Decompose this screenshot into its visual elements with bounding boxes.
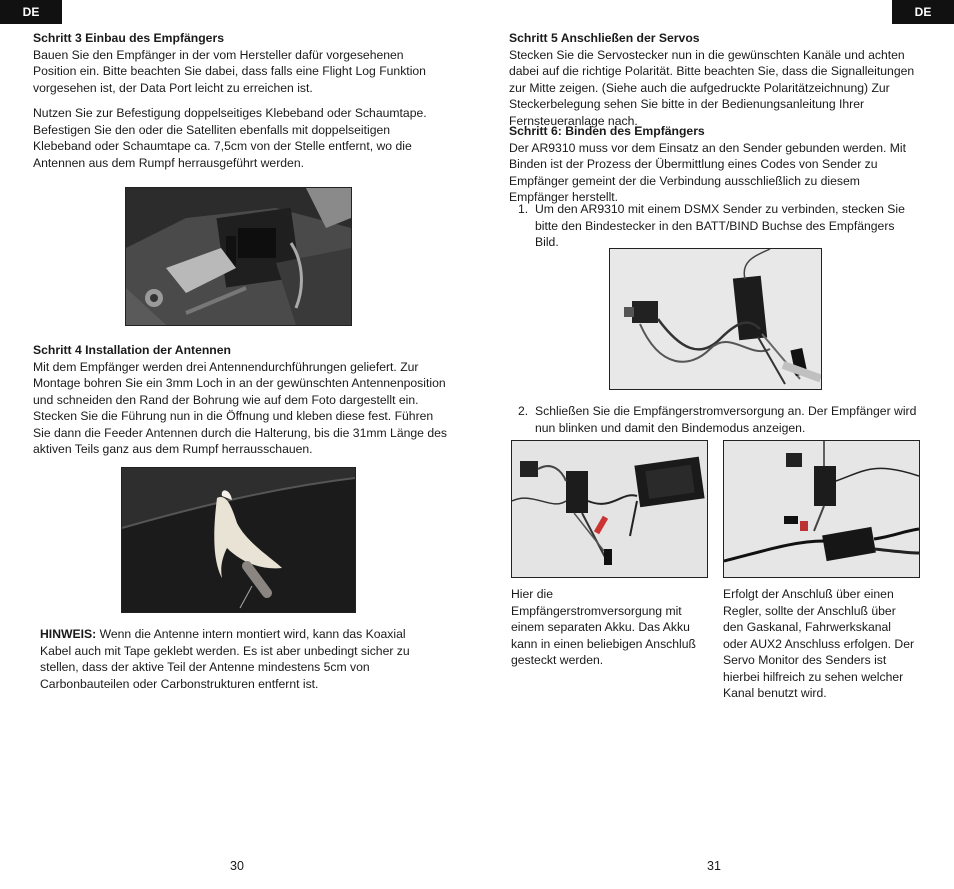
antenna-mount-photo [121,467,356,613]
step-3-heading: Schritt 3 Einbau des Empfängers [33,31,224,45]
bind-step-2 [518,403,921,437]
language-tab-left: DE [0,0,62,24]
page-number-right: 31 [707,859,721,873]
note-block [40,626,430,692]
note-text: Wenn die Antenne intern montiert wird, kann das Koaxial Kabel auch mit Tape geklebt werden. Es ist aber unbedingt sicher zu stellen, dass der aktive Teil der Antenne mindestens 5cm von Carbonbauteilen oder Carbonstrukturen entfernt ist. [40,627,410,691]
step-4-paragraph: Mit dem Empfänger werden drei Antennendurchführungen geliefert. Zur Montage bohren Sie ein 3mm Loch in an der gewünschten Antennenposition und schneiden den Rand der Bohrung wie auf dem Foto dargestellt ein. Stecken Sie die Führung nun in die Öffnung und kleben diese fest. Führen Sie dann die Feeder Antennen durch die Halterung, bis die 31mm Länge des aktiven Teils ganz aus dem Rumpf herrausschauen. [33,359,447,456]
bind-step-1-number: 1. [518,202,529,216]
bind-step-1 [518,201,921,249]
step-4-heading: Schritt 4 Installation der Antennen [33,343,231,357]
section-step-3 [33,30,449,171]
step-6-heading: Schritt 6: Binden des Empfängers [509,124,705,138]
section-step-4 [33,342,449,458]
bind-step-1-text: Um den AR9310 mit einem DSMX Sender zu verbinden, stecken Sie bitte den Bindestecker in den BATT/BIND Buchse des Empfängers Bild. [535,202,905,249]
bind-step-2-number: 2. [518,404,529,418]
page-number-left: 30 [230,859,244,873]
caption-battery: Hier die Empfängerstromversorgung mit einem separaten Akku. Das Akku kann in einen beliebigen Anschluß gesteckt werden. [511,587,696,667]
bind-plug-photo [609,248,822,390]
battery-power-photo [511,440,708,578]
esc-power-photo [723,440,920,578]
receiver-installation-photo [125,187,352,326]
section-step-6 [509,123,921,206]
section-step-5 [509,30,921,129]
step-3-paragraph-2: Nutzen Sie zur Befestigung doppelseitiges Klebeband oder Schaumtape. Befestigen Sie den oder die Satelliten ebenfalls mit doppelseitigen Klebeband oder Schaumtape ca. 7,5cm von der Stelle entfernt, wo die Antennen aus dem Rumpf herrausgeführt werden. [33,106,427,170]
language-tab-right: DE [892,0,954,24]
step-5-paragraph: Stecken Sie die Servostecker nun in die gewünschten Kanäle und achten dabei auf die richtige Polarität. Bitte beachten Sie, dass die Signalleitungen zur Mitte zeigen. (Siehe auch die aufgedruckte Polaritätzeichnung) Zur Steckerbelegung sehen Sie bitte in der Bedienungsanleitung Ihrer Fernsteueranlage nach. [509,47,915,128]
step-3-paragraph-1: Bauen Sie den Empfänger in der vom Hersteller dafür vorgesehenen Position ein. Bitte beachten Sie dabei, dass falls eine Flight Log Funktion vorgesehen ist, der Data Port leicht zu erreichen ist. [33,47,426,95]
bind-step-2-text: Schließen Sie die Empfängerstromversorgung an. Der Empfänger wird nun blinken und damit den Bindemodus anzeigen. [535,404,917,435]
step-6-paragraph: Der AR9310 muss vor dem Einsatz an den Sender gebunden werden. Mit Binden ist der Prozess der Übermittlung eines Codes von Sender zu Empfänger gemeint der die Verbindung ausschließlich zu diesem Empfänger herstellt. [509,140,906,204]
note-label: HINWEIS: [40,627,97,641]
step-5-heading: Schritt 5 Anschließen der Servos [509,31,700,45]
caption-esc: Erfolgt der Anschluß über einen Regler, sollte der Anschluß über den Gaskanal, Fahrwerkskanal oder AUX2 Anschluss erfolgen. Der Servo Monitor des Senders ist hierbei hilfreich zu sehen welcher Kanal benutzt wird. [723,587,915,700]
